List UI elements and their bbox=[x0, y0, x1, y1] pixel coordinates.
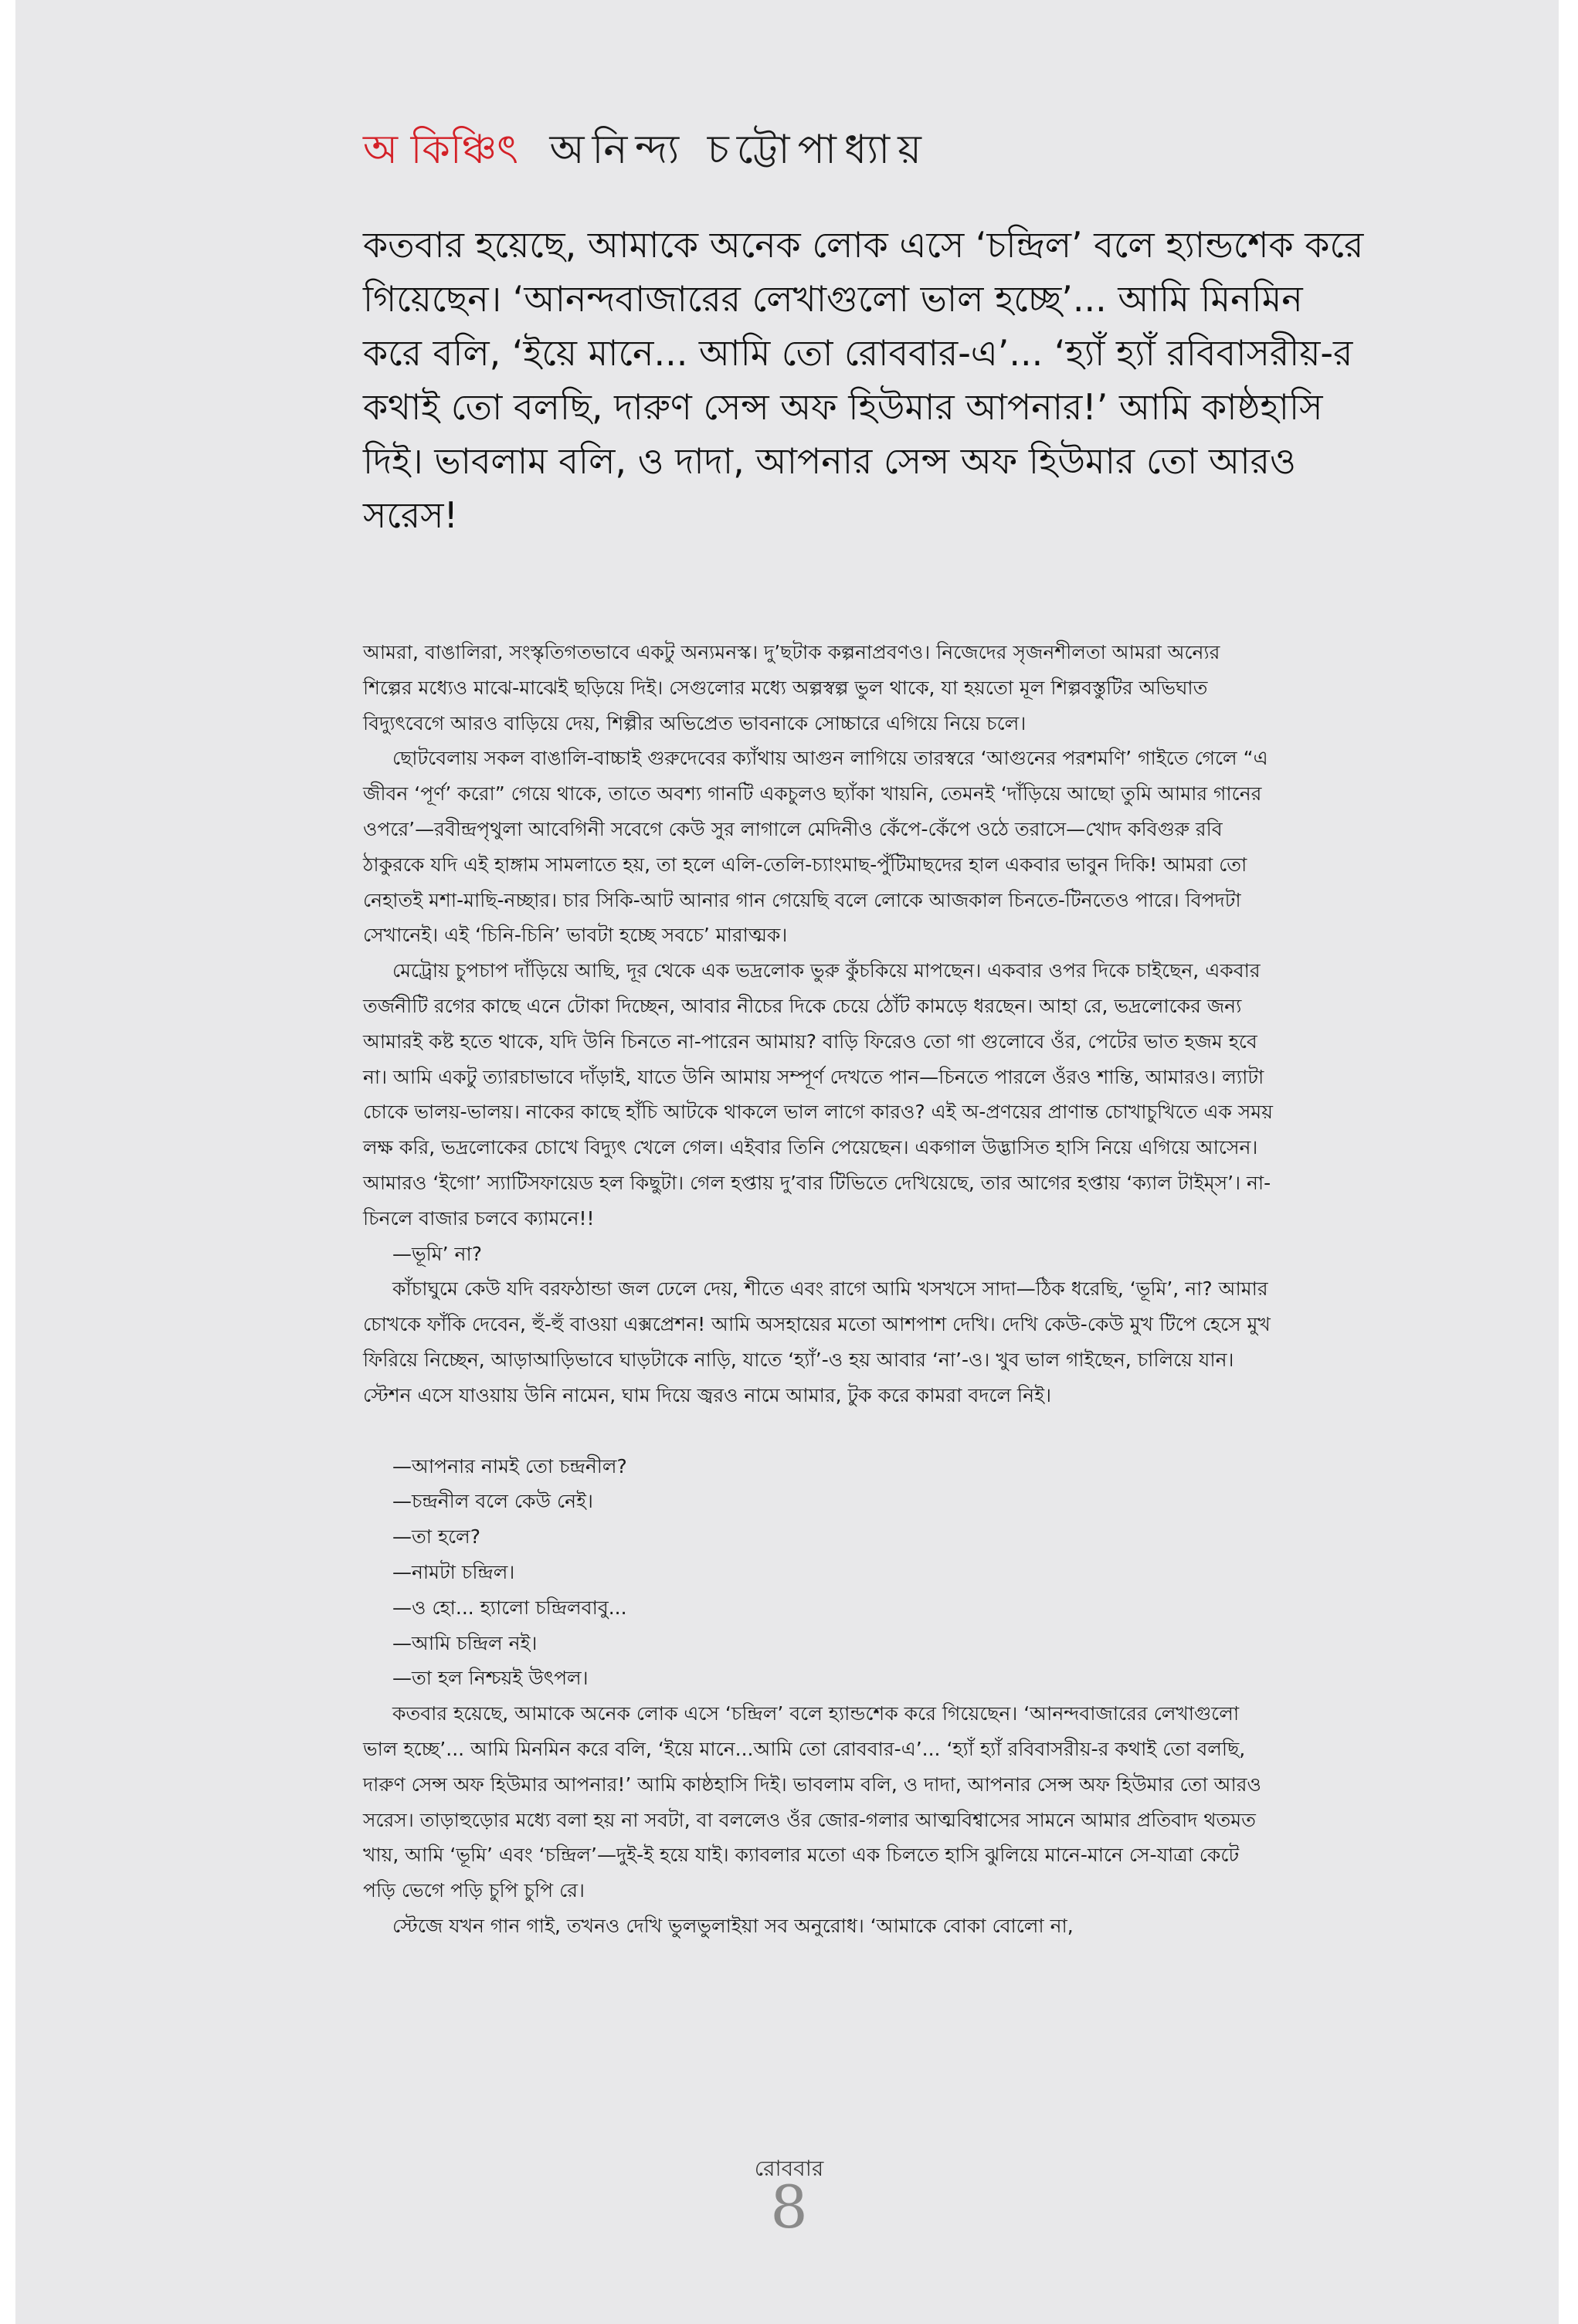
dialogue-line: —আপনার নামই তো চন্দ্রনীল? bbox=[392, 1454, 627, 1478]
paragraph: কাঁচাঘুমে কেউ যদি বরফঠান্ডা জল ঢেলে দেয়, শীতে এবং রাগে আমি খসখসে সাদা—ঠিক ধরেছি, ‘ভূমি’, না? আমার চোখকে ফাঁকি দেবেন, হুঁ-হুঁ বাওয়া এক্সপ্রেশন! আমি অসহায়ের মতো আশপাশ দেখি। দেখি কেউ-কেউ মুখ টিপে হেসে মুখ ফিরিয়ে নিচ্ছেন, আড়াআড়িভাবে ঘাড়টাকে নাড়ি, যাতে ‘হ্যাঁ’-ও হয় আবার ‘না’-ও। খুব ভাল গাইছেন, চালিয়ে যান। স্টেশন এসে যাওয়ায় উনি নামেন, ঘাম দিয়ে জ্বরও নামে আমার, টুক করে কামরা বদলে নিই। bbox=[363, 1277, 1271, 1406]
magazine-name: রোববার bbox=[754, 2156, 824, 2181]
pull-quote: কতবার হয়েছে, আমাকে অনেক লোক এসে ‘চন্দ্রিল’ বলে হ্যান্ডশেক করে গিয়েছেন। ‘আনন্দবাজারের লেখাগুলো ভাল হচ্ছে’... আমি মিনমিন করে বলি, ‘ইয়ে মানে... আমি তো রোববার-এ’... ‘হ্যাঁ হ্যাঁ রবিবাসরীয়-র কথাই তো বলছি, দারুণ সেন্স অফ হিউমার আপনার!’ আমি কাষ্ঠহাসি দিই। ভাবলাম বলি, ও দাদা, আপনার সেন্স অফ হিউমার তো আরও সরেস! bbox=[363, 224, 1364, 536]
dialogue-line: —আমি চন্দ্রিল নই। bbox=[392, 1631, 538, 1654]
paragraph: আমরা, বাঙালিরা, সংস্কৃতিগতভাবে একটু অন্যমনস্ক। দু’ছটাক কল্পনাপ্রবণও। নিজেদের সৃজনশীলতা আমরা অন্যের শিল্পের মধ্যেও মাঝে-মাঝেই ছড়িয়ে দিই। সেগুলোর মধ্যে অল্পস্বল্প ভুল থাকে, যা হয়তো মূল শিল্পবস্তুটির অভিঘাত বিদ্যুৎবেগে আরও বাড়িয়ে দেয়, শিল্পীর অভিপ্রেত ভাবনাকে সোচ্চারে এগিয়ে নিয়ে চলে। bbox=[363, 641, 1220, 735]
paragraph: ছোটবেলায় সকল বাঙালি-বাচ্চাই গুরুদেবের ক্যাঁথায় আগুন লাগিয়ে তারস্বরে ‘আগুনের পরশমণি’ গাইতে গেলে “এ জীবন ‘পূর্ণ’ করো” গেয়ে থাকে, তাতে অবশ্য গানটি একচুলও ছ্যাঁকা খায়নি, তেমনই ‘দাঁড়িয়ে আছো তুমি আমার গানের ওপরে’—রবীন্দ্রপৃথুলা আবেগিনী সবেগে কেউ সুর লাগালে মেদিনীও কেঁপে-কেঁপে ওঠে তরাসে—খোদ কবিগুরু রবি ঠাকুরকে যদি এই হাঙ্গাম সামলাতে হয়, তা হলে এলি-তেলি-চ্যাংমাছ-পুঁটিমাছদের হাল একবার ভাবুন দিকি! আমরা তো নেহাতই মশা-মাছি-নচ্ছার। চার সিকি-আট আনার গান গেয়েছি বলে লোকে আজকাল চিনতে-টিনতেও পারে। বিপদটা সেখানেই। এই ‘চিনি-চিনি’ ভাবটা হচ্ছে সবচে’ মারাত্মক। bbox=[363, 747, 1268, 947]
author-name: অনিন্দ্য চট্টোপাধ্যায় bbox=[549, 127, 929, 173]
article-body bbox=[363, 635, 1274, 1944]
dialogue-line: —ও হো... হ্যালো চন্দ্রিলবাবু... bbox=[392, 1596, 627, 1619]
paragraph: কতবার হয়েছে, আমাকে অনেক লোক এসে ‘চন্দ্রিল’ বলে হ্যান্ডশেক করে গিয়েছেন। ‘আনন্দবাজারের লেখাগুলো ভাল হচ্ছে’... আমি মিনমিন করে বলি, ‘ইয়ে মানে...আমি তো রোববার-এ’... ‘হ্যাঁ হ্যাঁ রবিবাসরীয়-র কথাই তো বলছি, দারুণ সেন্স অফ হিউমার আপনার!’ আমি কাষ্ঠহাসি দিই। ভাবলাম বলি, ও দাদা, আপনার সেন্স অফ হিউমার তো আরও সরেস। তাড়াহুড়োর মধ্যে বলা হয় না সবটা, বা বললেও ওঁর জোর-গলার আত্মবিশ্বাসের সামনে আমার প্রতিবাদ থতমত খায়, আমি ‘ভূমি’ এবং ‘চন্দ্রিল’—দুই-ই হয়ে যাই। ক্যাবলার মতো এক চিলতে হাসি ঝুলিয়ে মানে-মানে সে-যাত্রা কেটে পড়ি ভেগে পড়ি চুপি চুপি রে। bbox=[363, 1702, 1261, 1902]
column-name: অ কিঞ্চিৎ bbox=[363, 127, 518, 173]
paragraph: মেট্রোয় চুপচাপ দাঁড়িয়ে আছি, দূর থেকে এক ভদ্রলোক ভুরু কুঁচকিয়ে মাপছেন। একবার ওপর দিকে চাইছেন, একবার তর্জনীটি রগের কাছে এনে টোকা দিচ্ছেন, আবার নীচের দিকে চেয়ে ঠোঁট কামড়ে ধরছেন। আহা রে, ভদ্রলোকের জন্য আমারই কষ্ট হতে থাকে, যদি উনি চিনতে না-পারেন আমায়? বাড়ি ফিরেও তো গা গুলোবে ওঁর, পেটের ভাত হজম হবে না। আমি একটু ত্যারচাভাবে দাঁড়াই, যাতে উনি আমায় সম্পূর্ণ দেখতে পান—চিনতে পারলে ওঁরও শান্তি, আমারও। ল্যাটা চোকে ভালয়-ভালয়। নাকের কাছে হাঁচি আটকে থাকলে ভাল লাগে কারও? এই অ-প্রণয়ের প্রাণান্ত চোখাচুখিতে এক সময় লক্ষ করি, ভদ্রলোকের চোখে বিদ্যুৎ খেলে গেল। এইবার তিনি পেয়েছেন। একগাল উদ্ভাসিত হাসি নিয়ে এগিয়ে আসেন। আমারও ‘ইগো’ স্যাটিসফায়েড হল কিছুটা। গেল হপ্তায় দু’বার টিভিতে দেখিয়েছে, তার আগের হপ্তায় ‘ক্যাল টাইম্‌স’। না-চিনলে বাজার চলবে ক্যামনে!! bbox=[363, 959, 1273, 1230]
paragraph: স্টেজে যখন গান গাই, তখনও দেখি ভুলভুলাইয়া সব অনুরোধ। ‘আমাকে বোকা বোলো না, bbox=[392, 1914, 1074, 1937]
column-header bbox=[363, 122, 1522, 178]
dialogue-line: —চন্দ্রনীল বলে কেউ নেই। bbox=[392, 1490, 593, 1513]
paragraph-gap bbox=[363, 1413, 1274, 1449]
page-number: 8 bbox=[770, 2173, 808, 2241]
paragraph: —ভূমি’ না? bbox=[392, 1242, 482, 1265]
dialogue-line: —তা হলে? bbox=[392, 1525, 481, 1549]
dialogue-line: —নামটা চন্দ্রিল। bbox=[392, 1560, 515, 1583]
dialogue-line: —তা হল নিশ্চয়ই উৎপল। bbox=[392, 1667, 589, 1690]
